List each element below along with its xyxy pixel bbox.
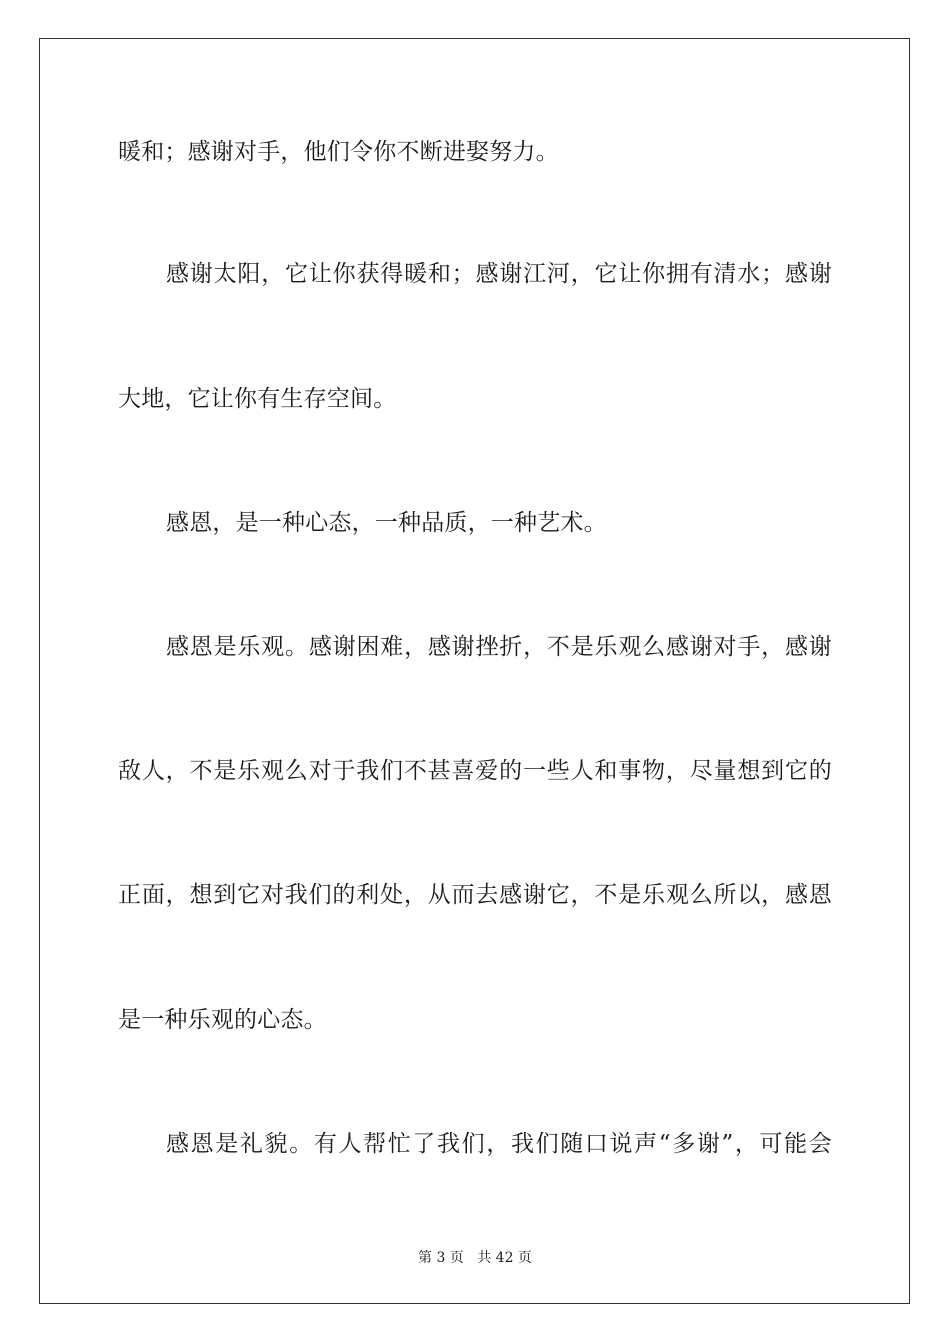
text-line-8: 是一种乐观的心态。 (118, 1007, 327, 1033)
page-total: 共 42 页 (477, 1250, 532, 1266)
page-footer (0, 1247, 950, 1267)
text-line-6: 敌人，不是乐观么对于我们不甚喜爱的一些人和事物，尽量想到它的 (118, 758, 832, 784)
page-border (39, 38, 910, 1304)
text-line-2: 感谢太阳，它让你获得暖和；感谢江河，它让你拥有清水；感谢 (166, 261, 832, 287)
text-line-9: 感恩是礼貌。有人帮忙了我们，我们随口说声“多谢”，可能会 (166, 1131, 832, 1157)
text-line-4: 感恩，是一种心态，一种品质，一种艺术。 (166, 510, 607, 536)
text-line-7: 正面，想到它对我们的利处，从而去感谢它，不是乐观么所以，感恩 (118, 882, 832, 908)
text-line-5: 感恩是乐观。感谢困难，感谢挫折，不是乐观么感谢对手，感谢 (166, 634, 832, 660)
text-line-1: 暖和；感谢对手，他们令你不断进娶努力。 (118, 139, 559, 165)
text-line-3: 大地，它让你有生存空间。 (118, 386, 397, 412)
page-number: 第 3 页 (418, 1250, 464, 1266)
